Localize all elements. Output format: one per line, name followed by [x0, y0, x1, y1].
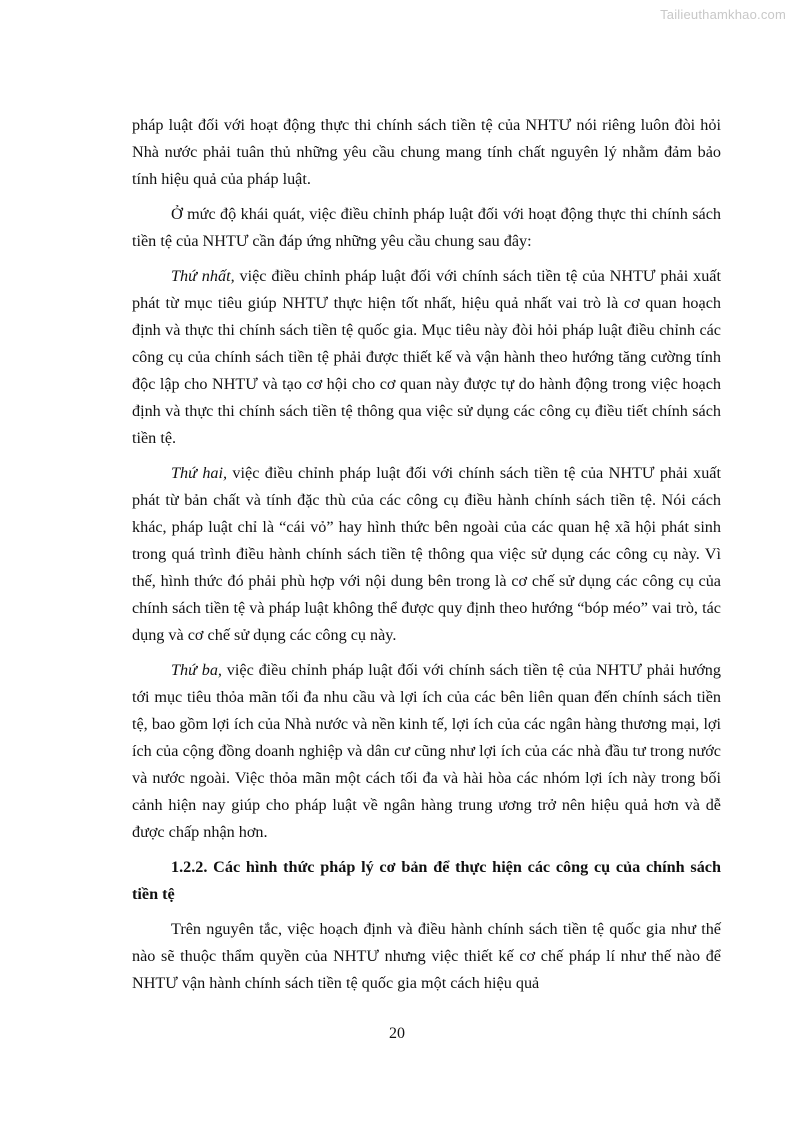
watermark-text: Tailieuthamkhao.com	[660, 7, 786, 22]
paragraph-text: Ở mức độ khái quát, việc điều chỉnh pháp luật đối với hoạt động thực thi chính sách tiền tệ của NHTƯ cần đáp ứng những yêu cầu chung sau đây:	[132, 205, 721, 250]
page-number: 20	[389, 1025, 405, 1042]
paragraph-lead: Thứ hai,	[171, 464, 228, 482]
paragraph-text: việc điều chỉnh pháp luật đối với chính sách tiền tệ của NHTƯ phải hướng tới mục tiêu thỏa mãn tối đa nhu cầu và lợi ích của các bên liên quan đến chính sách tiền tệ, bao gồm lợi ích của Nhà nước và nền kinh tế, lợi ích của các ngân hàng thương mại, lợi ích của cộng đồng doanh nghiệp và dân cư cũng như lợi ích của các nhà đầu tư trong nước và nước ngoài. Việc thỏa mãn một cách tối đa và hài hòa các nhóm lợi ích này trong bối cảnh hiện nay giúp cho pháp luật về ngân hàng trung ương trở nên hiệu quả hơn và dễ được chấp nhận hơn.	[132, 661, 721, 841]
paragraph-first-requirement	[132, 263, 721, 452]
paragraph-text: Trên nguyên tắc, việc hoạch định và điều hành chính sách tiền tệ quốc gia như thế nào sẽ thuộc thẩm quyền của NHTƯ nhưng việc thiết kế cơ chế pháp lí như thế nào để NHTƯ vận hành chính sách tiền tệ quốc gia một cách hiệu quả	[132, 920, 721, 992]
paragraph-lead: Thứ nhất,	[171, 267, 235, 285]
paragraph-text: việc điều chỉnh pháp luật đối với chính sách tiền tệ của NHTƯ phải xuất phát từ bản chất và tính đặc thù của các công cụ điều hành chính sách tiền tệ. Nói cách khác, pháp luật chỉ là “cái vỏ” hay hình thức bên ngoài của các quan hệ xã hội phát sinh trong quá trình điều hành chính sách tiền tệ thông qua việc sử dụng các công cụ này. Vì thế, hình thức đó phải phù hợp với nội dung bên trong là cơ chế sử dụng các công cụ của chính sách tiền tệ và pháp luật không thể được quy định theo hướng “bóp méo” vai trò, tác dụng và cơ chế sử dụng các công cụ này.	[132, 464, 721, 644]
paragraph-text: pháp luật đối với hoạt động thực thi chính sách tiền tệ của NHTƯ nói riêng luôn đòi hỏi Nhà nước phải tuân thủ những yêu cầu chung mang tính chất nguyên lý nhằm đảm bảo tính hiệu quả của pháp luật.	[132, 116, 721, 188]
paragraph-closing	[132, 916, 721, 997]
paragraph-continuation	[132, 112, 721, 193]
paragraph-lead: Thứ ba,	[171, 661, 222, 679]
section-heading: 1.2.2. Các hình thức pháp lý cơ bản để thực hiện các công cụ của chính sách tiền tệ	[132, 858, 721, 903]
document-body	[132, 112, 721, 1005]
paragraph-overview	[132, 201, 721, 255]
paragraph-second-requirement	[132, 460, 721, 649]
paragraph-text: việc điều chỉnh pháp luật đối với chính sách tiền tệ của NHTƯ phải xuất phát từ mục tiêu giúp NHTƯ thực hiện tốt nhất, hiệu quả nhất vai trò là cơ quan hoạch định và thực thi chính sách tiền tệ quốc gia. Mục tiêu này đòi hỏi pháp luật điều chỉnh các công cụ của chính sách tiền tệ phải được thiết kế và vận hành theo hướng tăng cường tính độc lập cho NHTƯ và tạo cơ hội cho cơ quan này được tự do hành động trong việc hoạch định và thực thi chính sách tiền tệ thông qua việc sử dụng các công cụ điều tiết chính sách tiền tệ.	[132, 267, 721, 447]
paragraph-third-requirement	[132, 657, 721, 846]
